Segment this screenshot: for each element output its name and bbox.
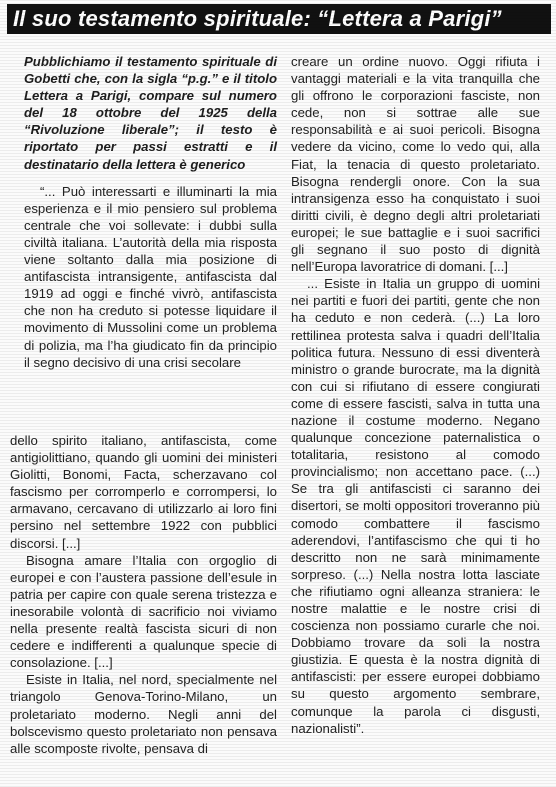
left-column-bottom bbox=[10, 432, 277, 757]
body-paragraph: Esiste in Italia, nel nord, specialmente nel triangolo Genova-Torino-Milano, un proletariato moderno. Negli anni del bolscevismo questo proletariato non pensava alle scomposte rivolte, pensava di bbox=[10, 672, 277, 756]
body-paragraph: “... Può interessarti e illuminarti la mia esperienza e il mio pensiero sul problema centrale che voi sollevate: i dubbi sulla civiltà italiana. L’autorità della mia risposta viene soltanto dalla mia posizione di antifascista intransigente, antifascista dal 1919 ad oggi e finché vivrò, antifascista che non ha creduto si potesse liquidare il movimento di Mussolini come un problema di polizia, ma l’ha giudicato fin da principio il segno decisivo di una crisi secolare bbox=[24, 183, 277, 370]
body-paragraph: Bisogna amare l’Italia con orgoglio di europei e con l’austera passione dell’esule in patria per capire con quale serena tristezza e inesorabile volontà di sacrificio noi viviamo nella presente realtà fascista sicuri di non cedere e indifferenti a qualunque specie di consolazione. [...] bbox=[10, 552, 277, 671]
body-paragraph: dello spirito italiano, antifascista, come antigiolittiano, quando gli uomini dei ministeri Giolitti, Bonomi, Facta, scherzavano col fascismo per corromperlo e corrompersi, lo armavano, cercavano di utilizzarlo ai loro fini persino nel settembre 1922 con pubblici discorsi. [...] bbox=[10, 433, 277, 551]
article-title: Il suo testamento spirituale: “Lettera a Parigi” bbox=[7, 4, 551, 34]
left-column-top bbox=[24, 53, 277, 371]
body-paragraph: creare un ordine nuovo. Oggi rifiuta i vantaggi materiali e la vita tranquilla che gli offrono le corporazioni fasciste, non cede, non si sottrae alle sue responsabilità e ai suoi pericoli. Bisogna vedere da vicino, come lo vedo qui, alla Fiat, la tenacia di questo proletariato. Bisogna rendergli onore. Con la sua intransigenza esso ha conquistato i suoi diritti civili, è degno degli altri proletariati europei; le sue battaglie e i suoi sacrifici gli segnano il suo posto di dignità nell’Europa lavoratrice di domani. [...] bbox=[291, 54, 540, 275]
right-column bbox=[291, 53, 540, 737]
intro-paragraph: Pubblichiamo il testamento spirituale di Gobetti che, con la sigla “p.g.” e il titolo Lettera a Parigi, compare sul numero del 18 ottobre del 1925 della “Rivoluzione liberale”; il testo è riportato per passi estratti e il destinatario della lettera è generico bbox=[24, 54, 277, 172]
body-paragraph: ... Esiste in Italia un gruppo di uomini nei partiti e fuori dei partiti, gente che non ha ceduto e non cederà. (...) La loro rettilinea protesta salva i quadri dell’Italia politica futura. Nessuno di essi diventerà ministro o grande burocrate, ma la dignità con cui si rifiutano di essere congiurati come di essere fascisti, salva in tutta una nazione il costume moderno. Negano qualunque concezione paternalistica o totalitaria, resistono al comodo provincialismo; non accettano pace. (...) Se tra gli antifascisti ci saranno dei disertori, se molti oppositori troveranno più comodo combattere il fascismo aderendovi, l’antifascismo che qui ti ho descritto non ne sarà minimamente sorpreso. (...) Nella nostra lotta lasciate che rifiutiamo ogni alleanza straniera: le nostre malattie e le nostre crisi di coscienza non possiamo curarle che noi. Dobbiamo trovare da soli la nostra giustizia. E questa è la nostra dignità di antifascisti: per essere europei dobbiamo su questo argomento sembrare, comunque la parola ci disgusti, nazionalisti”. bbox=[291, 276, 540, 736]
